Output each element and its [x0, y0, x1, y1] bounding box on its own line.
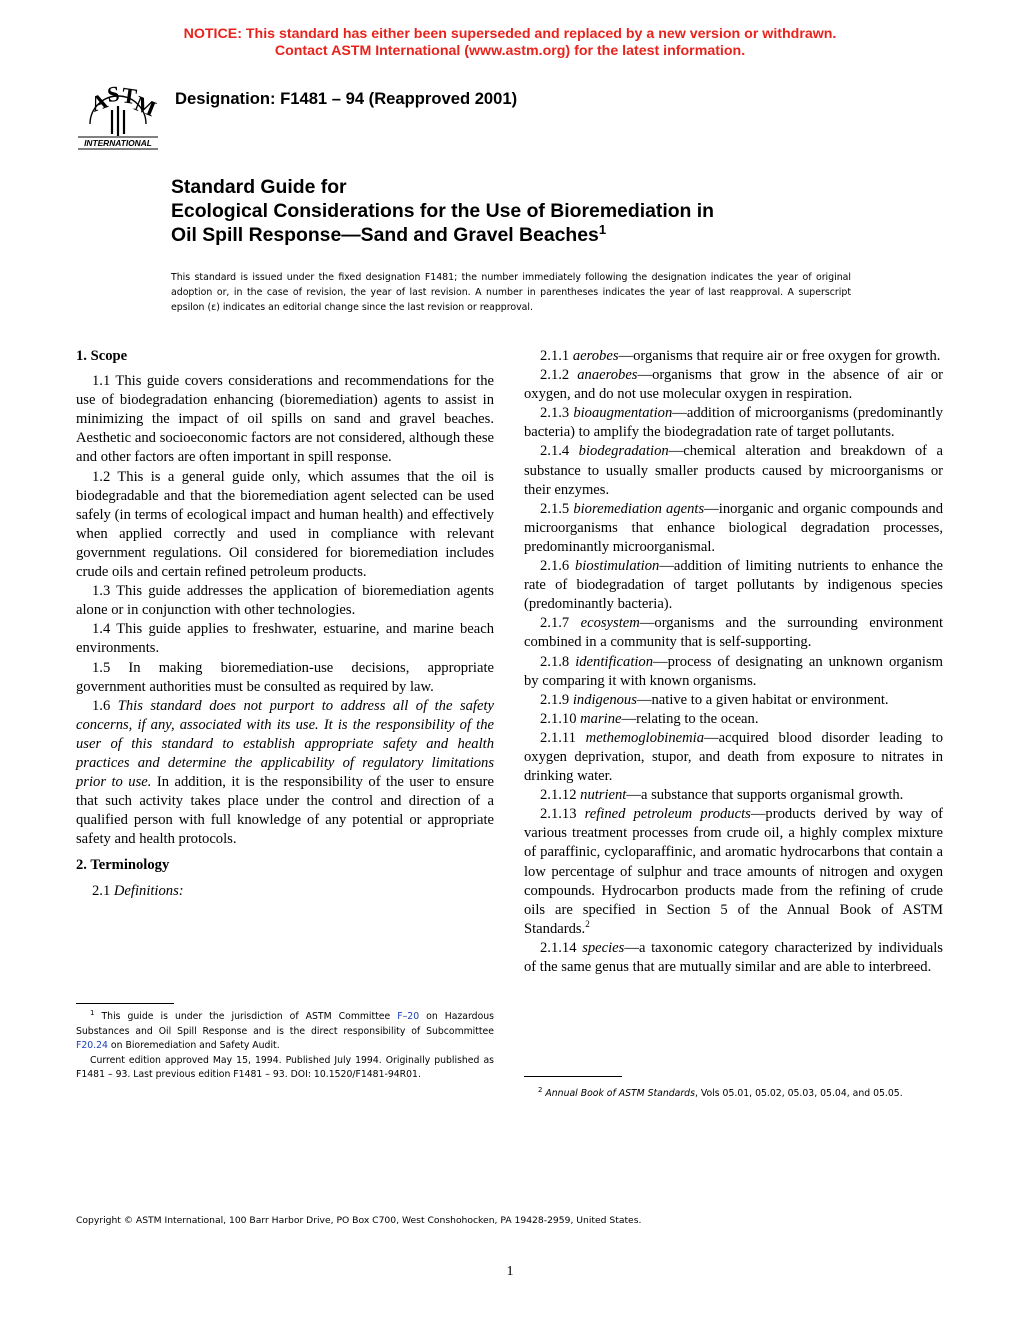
title-line-1: Standard Guide for	[171, 176, 347, 198]
definition-item: 2.1.2 anaerobes—organisms that grow in the absence of air or oxygen, and do not use molecular oxygen in respiration.	[524, 367, 943, 403]
logo-letter-s: S	[105, 80, 121, 107]
title-line-3: Oil Spill Response—Sand and Gravel Beaches$^1$	[171, 222, 607, 246]
scope-1-4: 1.4 This guide applies to freshwater, estuarine, and marine beach environments.	[76, 621, 494, 657]
definition-item: 2.1.3 bioaugmentation—addition of microorganisms (predominantly bacteria) to amplify the biodegradation rate of target pollutants.	[524, 405, 943, 441]
definition-item: 2.1.7 ecosystem—organisms and the surrounding environment combined in a community that is self-supporting.	[524, 615, 944, 651]
definition-item: 2.1.10 marine—relating to the ocean.	[540, 710, 759, 727]
footnote-1-para-1: $^1$ This guide is under the jurisdiction of ASTM Committee F–20 on Hazardous Substances and Oil Spill Response and is the direct responsibility of Subcommittee F20.24 on Bioremediation and Safety Audit.	[76, 1008, 494, 1051]
definition-item: 2.1.6 biostimulation—addition of limiting nutrients to enhance the rate of biodegradation of target pollutants by indigenous species (predominantly bacteria).	[524, 558, 943, 613]
footnote-rule-right	[524, 1076, 622, 1077]
committee-link[interactable]: F–20	[397, 1011, 420, 1022]
terminology-heading: 2. Terminology	[76, 857, 170, 874]
footnote-1	[76, 1010, 494, 1083]
definition-item: 2.1.4 biodegradation—chemical alteration and breakdown of a substance to usually smaller products caused by microorganisms or their enzymes.	[524, 443, 943, 498]
definition-item: 2.1.9 indigenous—native to a given habitat or environment.	[540, 691, 889, 708]
left-column	[76, 347, 494, 901]
notice-line-1: NOTICE: This standard has either been superseded and replaced by a new version or withdrawn.	[183, 26, 837, 42]
withdrawal-notice	[0, 26, 1020, 60]
definition-item: 2.1.11 methemoglobinemia—acquired blood disorder leading to oxygen deprivation, stupor, and death from exposure to nitrates in drinking water.	[524, 729, 944, 785]
definition-item: 2.1.13 refined petroleum products—products derived by way of various treatment processes from crude oil, a highly complex mixture of paraffinic, cycloparaffinic, and aromatic hydrocarbons that contain a low percentage of sulphur and trace amounts of nitrogen and oxygen compounds. Hydrocarbon products made from the refining of crude oils are specified in Section 5 of the Annual Book of ASTM Standards.$^2$	[524, 806, 943, 937]
astm-logo	[72, 74, 164, 150]
logo-letter-a: A	[87, 87, 111, 117]
logo-international-text: INTERNATIONAL	[84, 138, 152, 148]
logo-letter-t: T	[120, 82, 139, 109]
copyright-line: Copyright © ASTM International, 100 Barr Harbor Drive, PO Box C700, West Conshohocken, PA 19428-2959, United States.	[76, 1215, 642, 1226]
page-number: 1	[506, 1264, 514, 1279]
document-title	[171, 175, 931, 247]
definition-item: 2.1.14 species—a taxonomic category characterized by individuals of the same genus that are mutually similar and are able to interbreed.	[524, 939, 943, 975]
title-line-2: Ecological Considerations for the Use of Bioremediation in	[171, 200, 715, 222]
title-footnote-mark: 1	[598, 222, 607, 237]
scope-1-3: 1.3 This guide addresses the application of bioremediation agents alone or in conjunction with other technologies.	[76, 583, 494, 619]
issued-note: This standard is issued under the fixed designation F1481; the number immediately following the designation indicates the year of original adoption or, in the case of revision, the year of last revision. A number in parentheses indicates the year of last reapproval. A superscript epsilon (ε) indicates an editorial change since the last revision or reapproval.	[171, 272, 851, 313]
definitions-label: 2.1 Definitions:	[92, 882, 184, 899]
subcommittee-link[interactable]: F20.24	[76, 1040, 108, 1051]
definition-item: 2.1.1 aerobes—organisms that require air or free oxygen for growth.	[540, 348, 941, 364]
notice-line-2: Contact ASTM International (www.astm.org) for the latest information.	[274, 43, 746, 59]
definition-item: 2.1.5 bioremediation agents—inorganic and organic compounds and microorganisms that enhance biological degradation processes, predominantly microorganismal.	[524, 500, 943, 555]
scope-1-6: 1.6 This standard does not purport to address all of the safety concerns, if any, associated with its use. It is the responsibility of the user of this standard to establish appropriate safety and health practices and determine the applicability of regulatory limitations prior to use. In addition, it is the responsibility of the user to ensure that such activity takes place under the control and direction of a qualified person with full knowledge of any potential or appropriate safety and health protocols.	[76, 697, 494, 848]
scope-1-2: 1.2 This is a general guide only, which assumes that the oil is biodegradable and that the bioremediation agent selected can be used safely (in terms of ecological impact and human health) and effectively when applied correctly and used in compliance with relevant government regulations. Oil considered for bioremediation includes crude oils and certain refined petroleum products.	[76, 468, 494, 581]
logo-letter-m: M	[131, 90, 160, 122]
footnote-rule-left	[76, 1003, 174, 1004]
definition-item: 2.1.12 nutrient—a substance that supports organismal growth.	[540, 787, 904, 804]
designation: Designation: F1481 – 94 (Reapproved 2001)	[175, 89, 518, 108]
footnote-2: $^2$ Annual Book of ASTM Standards, Vols 05.01, 05.02, 05.03, 05.04, and 05.05.	[538, 1085, 903, 1099]
right-column	[524, 347, 943, 977]
scope-1-5: 1.5 In making bioremediation-use decisions, appropriate government authorities must be consulted as required by law.	[76, 659, 494, 695]
scope-heading: 1. Scope	[76, 348, 128, 364]
scope-1-1: 1.1 This guide covers considerations and recommendations for the use of biodegradation enhancing (bioremediation) agents to assist in minimizing the impact of oil spills on sand and gravel beaches. Aesthetic and socioeconomic factors are not considered, although these and other factors are often important in spill response.	[76, 373, 494, 466]
footnote-1-para-2: Current edition approved May 15, 1994. Published July 1994. Originally published as F1481 – 93. Last previous edition F1481 – 93. DOI: 10.1520/F1481-94R01.	[76, 1054, 494, 1080]
definition-item: 2.1.8 identification—process of designating an unknown organism by comparing it with known organisms.	[524, 653, 944, 689]
footnote-ref-2: 2	[585, 918, 590, 929]
